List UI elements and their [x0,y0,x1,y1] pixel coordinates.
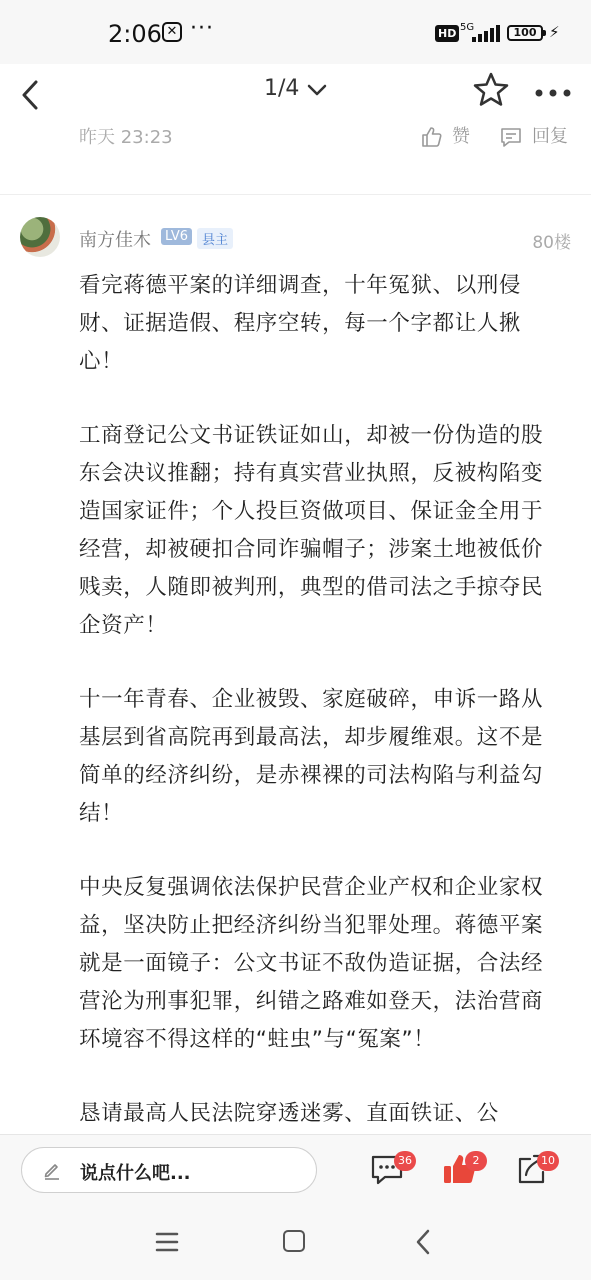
charging-icon: ⚡ [549,23,560,41]
role-badge: 县主 [197,228,233,249]
bottom-action-bar [0,1134,591,1207]
comment-icon [500,126,522,148]
comment-input[interactable] [21,1147,317,1193]
favorite-star-icon[interactable] [472,71,510,109]
post-paragraph: 中央反复强调依法保护民营企业产权和企业家权益，坚决防止把经济纠纷当犯罪处理。蒋德平案就是一面镜子：公文书证不敌伪造证据，合法经营沦为刑事犯罪，纠错之路难如登天，法治营商环境容不得这样的“蛀虫”与“冤案”！ [79,875,544,1052]
network-type: 5G [460,22,475,33]
chevron-down-icon[interactable] [306,80,328,100]
post-paragraph: 十一年青春、企业被毁、家庭破碎，申诉一路从基层到省高院再到最高法，却步履维艰。这不是简单的经济纠纷，是赤裸裸的司法构陷与利益勾结！ [79,687,544,826]
previous-reply-footer [0,128,591,195]
comment-count-badge: 36 [394,1151,416,1171]
level-badge: LV6 [161,228,192,245]
pencil-icon [42,1160,62,1180]
recent-apps-icon[interactable] [155,1231,179,1253]
reply-label: 回复 [532,126,568,147]
battery-icon: 100 [507,25,543,41]
status-bar [0,0,591,64]
back-arrow-icon[interactable] [18,70,58,120]
capcut-icon: ✕ [162,22,182,42]
system-nav-bar [0,1206,591,1280]
post-content [79,267,549,1137]
page-indicator[interactable]: 1/4 [264,76,300,101]
like-count-badge: 2 [465,1151,487,1171]
system-back-icon[interactable] [414,1228,432,1256]
reply-timestamp: 昨天 23:23 [79,127,173,148]
reply-button[interactable] [500,122,568,148]
home-icon[interactable] [283,1230,305,1252]
hd-icon: HD [435,25,459,42]
status-time: 2:06 [108,20,162,48]
thumbs-up-icon [420,126,442,148]
more-options-icon[interactable] [532,72,574,112]
status-more-dots: ··· [190,16,214,41]
signal-icon [472,24,500,42]
floor-number: 80楼 [532,233,571,253]
like-label: 赞 [452,126,470,147]
like-button[interactable] [420,122,470,148]
avatar[interactable] [20,217,60,257]
share-count-badge: 10 [537,1151,559,1171]
post-paragraph: 工商登记公文书证铁证如山，却被一份伪造的股东会决议推翻；持有真实营业执照，反被构陷变造国家证件；个人投巨资做项目、保证金全用于经营，却被硬扣合同诈骗帽子；涉案土地被低价贱卖，人随即被判刑，典型的借司法之手掠夺民企资产！ [79,423,544,638]
post-paragraph: 恳请最高人民法院穿透迷雾、直面铁证、公 [79,1101,499,1126]
username[interactable]: 南方佳木 [79,230,151,251]
comment-input-placeholder: 说点什么吧... [80,1163,191,1184]
top-navbar [0,64,591,128]
post-paragraph: 看完蒋德平案的详细调查，十年冤狱、以刑侵财、证据造假、程序空转，每一个字都让人揪心！ [79,273,522,374]
